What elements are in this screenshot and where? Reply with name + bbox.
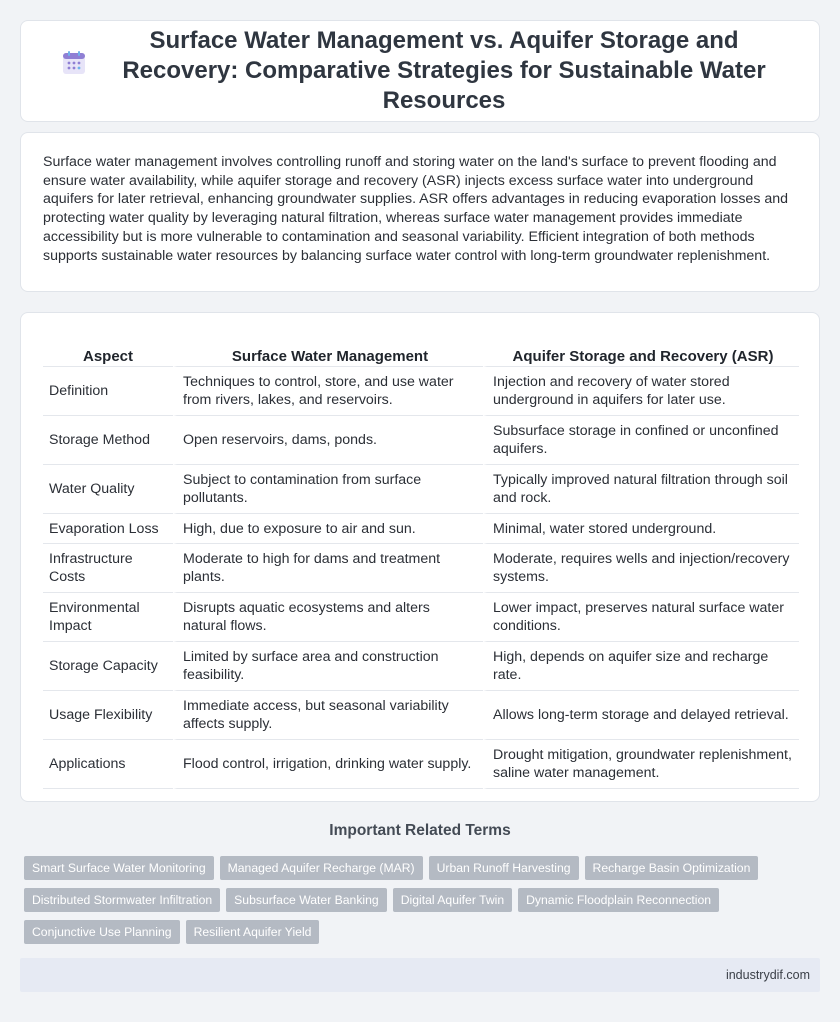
header-aspect: Aspect xyxy=(43,335,173,367)
row-aspect: Usage Flexibility xyxy=(43,691,173,740)
table-row xyxy=(43,367,799,416)
row-surface-water: Flood control, irrigation, drinking water supply. xyxy=(173,740,483,789)
title-wrap xyxy=(61,26,779,116)
related-term-tag[interactable]: Distributed Stormwater Infiltration xyxy=(24,888,220,912)
row-surface-water: Moderate to high for dams and treatment plants. xyxy=(173,544,483,593)
row-aspect: Water Quality xyxy=(43,465,173,514)
related-term-tag[interactable]: Managed Aquifer Recharge (MAR) xyxy=(220,856,423,880)
table-row xyxy=(43,465,799,514)
row-asr: Typically improved natural filtration through soil and rock. xyxy=(483,465,799,514)
header-asr: Aquifer Storage and Recovery (ASR) xyxy=(483,335,799,367)
table-row xyxy=(43,691,799,740)
table-header-row xyxy=(43,335,799,367)
row-surface-water: Immediate access, but seasonal variability affects supply. xyxy=(173,691,483,740)
intro-paragraph: Surface water management involves controlling runoff and storing water on the land's surface to prevent flooding and ensure water availability, while aquifer storage and recovery (ASR) injects excess surface water into underground aquifers for later retrieval, enhancing groundwater supplies. ASR offers advantages in reducing evaporation losses and protecting water quality by leveraging natural filtration, whereas surface water management provides immediate accessibility but is more vulnerable to contamination and seasonal variability. Efficient integration of both methods supports sustainable water resources by balancing surface water control with long-term groundwater replenishment. xyxy=(43,154,789,264)
related-terms-title: Important Related Terms xyxy=(329,822,511,839)
header-surface-water: Surface Water Management xyxy=(173,335,483,367)
related-term-tag[interactable]: Dynamic Floodplain Reconnection xyxy=(518,888,719,912)
table-row xyxy=(43,642,799,691)
row-surface-water: High, due to exposure to air and sun. xyxy=(173,514,483,544)
row-aspect: Definition xyxy=(43,367,173,416)
row-asr: Drought mitigation, groundwater replenishment, saline water management. xyxy=(483,740,799,789)
row-aspect: Storage Method xyxy=(43,416,173,465)
row-surface-water: Limited by surface area and construction feasibility. xyxy=(173,642,483,691)
related-term-tag[interactable]: Smart Surface Water Monitoring xyxy=(24,856,214,880)
title-card xyxy=(20,20,820,122)
row-aspect: Storage Capacity xyxy=(43,642,173,691)
related-term-tag[interactable]: Conjunctive Use Planning xyxy=(24,920,180,944)
footer xyxy=(20,958,820,992)
related-terms-list xyxy=(24,856,804,944)
table-row xyxy=(43,416,799,465)
row-surface-water: Open reservoirs, dams, ponds. xyxy=(173,416,483,465)
row-asr: Subsurface storage in confined or unconfined aquifers. xyxy=(483,416,799,465)
related-term-tag[interactable]: Subsurface Water Banking xyxy=(226,888,387,912)
table-row xyxy=(43,593,799,642)
row-asr: Minimal, water stored underground. xyxy=(483,514,799,544)
table-row xyxy=(43,544,799,593)
row-surface-water: Disrupts aquatic ecosystems and alters natural flows. xyxy=(173,593,483,642)
row-asr: Moderate, requires wells and injection/recovery systems. xyxy=(483,544,799,593)
related-term-tag[interactable]: Resilient Aquifer Yield xyxy=(186,920,320,944)
comparison-table xyxy=(43,335,799,789)
row-aspect: Evaporation Loss xyxy=(43,514,173,544)
row-aspect: Environmental Impact xyxy=(43,593,173,642)
footer-site-link[interactable]: industrydif.com xyxy=(725,968,810,982)
related-term-tag[interactable]: Urban Runoff Harvesting xyxy=(429,856,579,880)
row-asr: Lower impact, preserves natural surface water conditions. xyxy=(483,593,799,642)
row-asr: Injection and recovery of water stored underground in aquifers for later use. xyxy=(483,367,799,416)
table-row xyxy=(43,740,799,789)
related-term-tag[interactable]: Digital Aquifer Twin xyxy=(393,888,512,912)
related-term-tag[interactable]: Recharge Basin Optimization xyxy=(585,856,759,880)
row-asr: Allows long-term storage and delayed retrieval. xyxy=(483,691,799,740)
row-aspect: Applications xyxy=(43,740,173,789)
table-row xyxy=(43,514,799,544)
calendar-icon xyxy=(61,50,87,76)
row-asr: High, depends on aquifer size and recharge rate. xyxy=(483,642,799,691)
intro-card xyxy=(20,132,820,292)
row-surface-water: Subject to contamination from surface pollutants. xyxy=(173,465,483,514)
row-aspect: Infrastructure Costs xyxy=(43,544,173,593)
comparison-card xyxy=(20,312,820,802)
row-surface-water: Techniques to control, store, and use water from rivers, lakes, and reservoirs. xyxy=(173,367,483,416)
page-title: Surface Water Management vs. Aquifer Storage and Recovery: Comparative Strategies for Sustainable Water Resources xyxy=(122,27,766,114)
